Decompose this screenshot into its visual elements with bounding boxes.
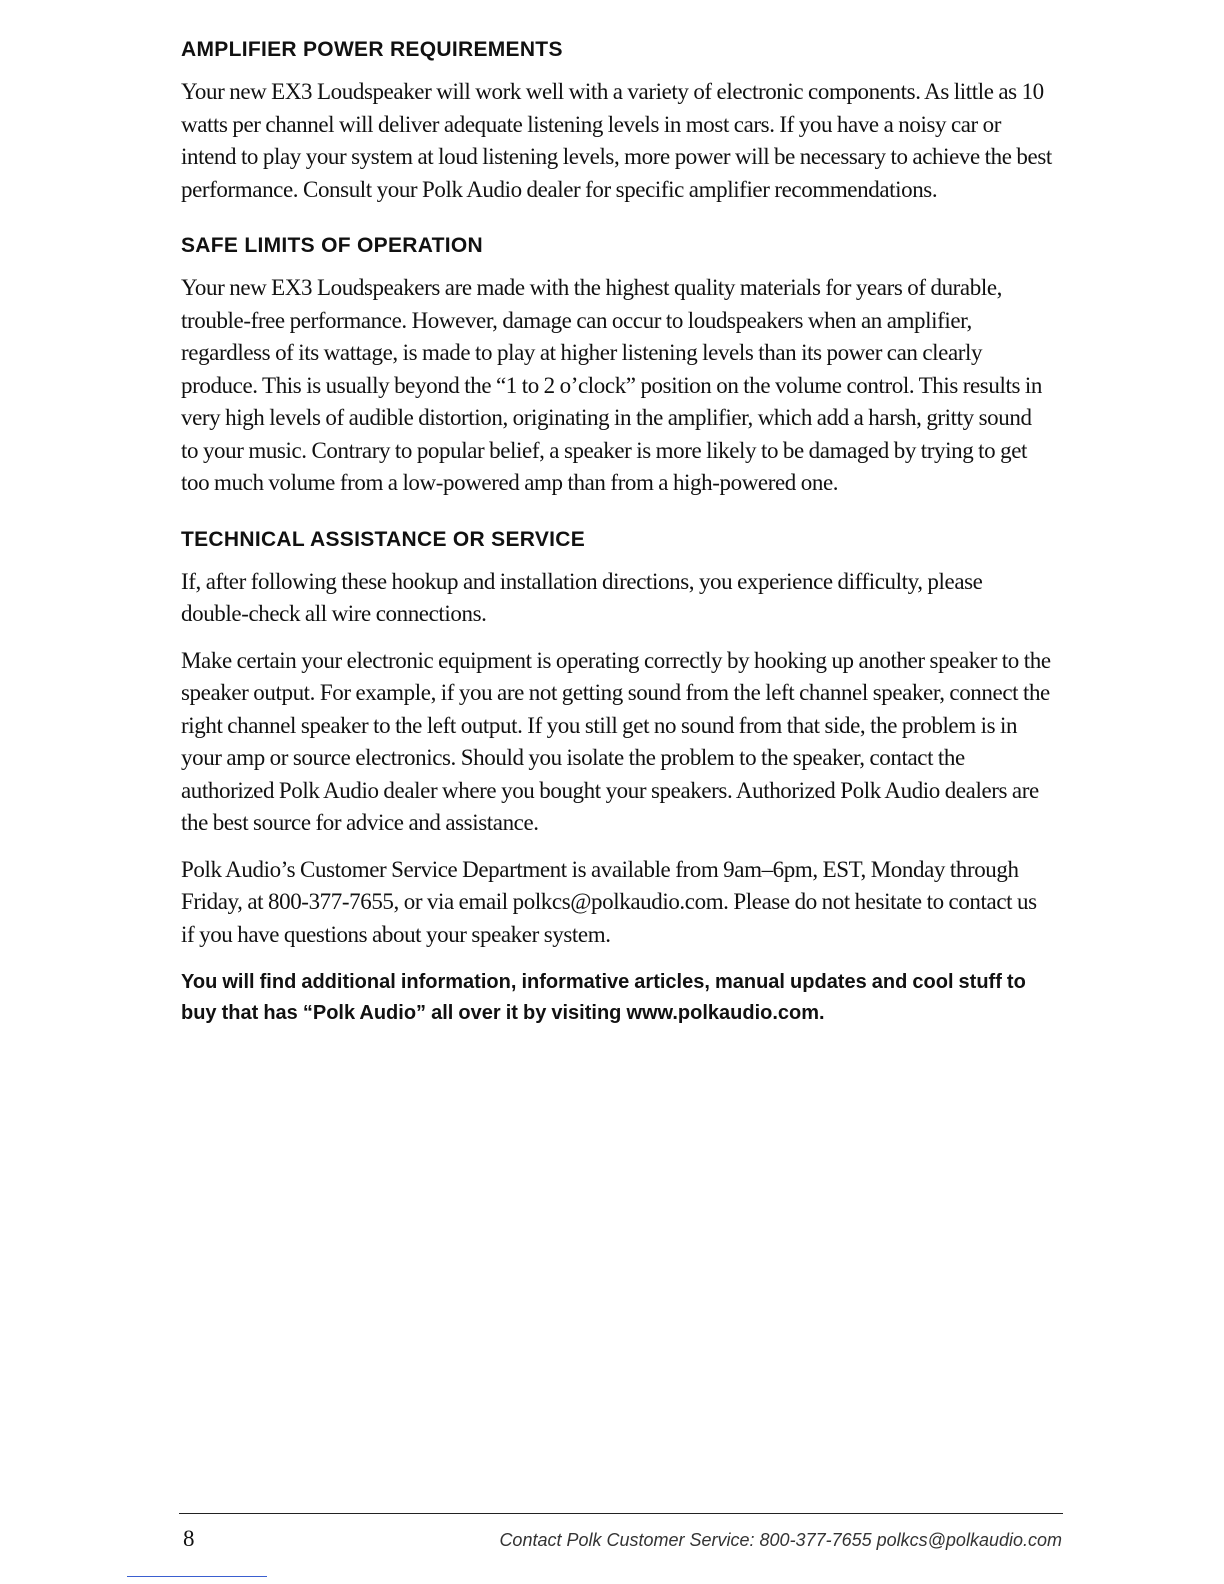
- section-heading: TECHNICAL ASSISTANCE OR SERVICE: [181, 527, 586, 551]
- section-paragraph: Make certain your electronic equipment is operating correctly by hooking up another speaker to the speaker output. For example, if you are not getting sound from the left channel speaker, connect the right channel speaker to the left output. If you still get no sound from that side, the problem is in your amp or source electronics. Should you isolate the problem to the speaker, contact the authorized Polk Audio dealer where you bought your speakers. Authorized Polk Audio dealers are the best source for advice and assistance.: [181, 647, 1051, 835]
- footer-rule: [179, 1513, 1063, 1514]
- section-technical-assistance: [181, 526, 1053, 952]
- section-paragraph: Your new EX3 Loudspeaker will work well with a variety of electronic components. As little as 10 watts per channel will deliver adequate listening levels in most cars. If you have a noisy car or intend to play your system at loud listening levels, more power will be necessary to achieve the best performance. Consult your Polk Audio dealer for specific amplifier recommendations.: [181, 79, 1052, 202]
- page-content: [181, 36, 1053, 1029]
- page-number: 8: [183, 1526, 195, 1551]
- section-paragraph: If, after following these hookup and installation directions, you experience difficulty, please double-check all wire connections.: [181, 568, 983, 626]
- section-safe-limits: [181, 232, 1053, 500]
- footer-contact: Contact Polk Customer Service: 800-377-7655 polkcs@polkaudio.com: [499, 1530, 1062, 1550]
- section-heading: AMPLIFIER POWER REQUIREMENTS: [181, 38, 563, 61]
- bottom-divider: [127, 1576, 267, 1577]
- section-amplifier-power: [181, 36, 1053, 206]
- section-paragraph: Polk Audio’s Customer Service Department is available from 9am–6pm, EST, Monday through Friday, at 800-377-7655, or via email polkcs@polkaudio.com. Please do not hesitate to contact us if you have questions about your speaker system.: [181, 856, 1037, 947]
- section-paragraph: Your new EX3 Loudspeakers are made with the highest quality materials for years of durable, trouble-free performance. However, damage can occur to loudspeakers when an amplifier, regardless of its wattage, is made to play at higher listening levels than its power can clearly produce. This is usually beyond the “1 to 2 o’clock” position on the volume control. This results in very high levels of audible distortion, originating in the amplifier, which add a harsh, gritty sound to your music. Contrary to popular belief, a speaker is more likely to be damaged by trying to get too much volume from a low-powered amp than from a high-powered one.: [181, 275, 1042, 495]
- closing-note: You will find additional information, informative articles, manual updates and cool stuff to buy that has “Polk Audio” all over it by visiting www.polkaudio.com.: [181, 971, 1026, 1024]
- section-heading: SAFE LIMITS OF OPERATION: [181, 234, 483, 257]
